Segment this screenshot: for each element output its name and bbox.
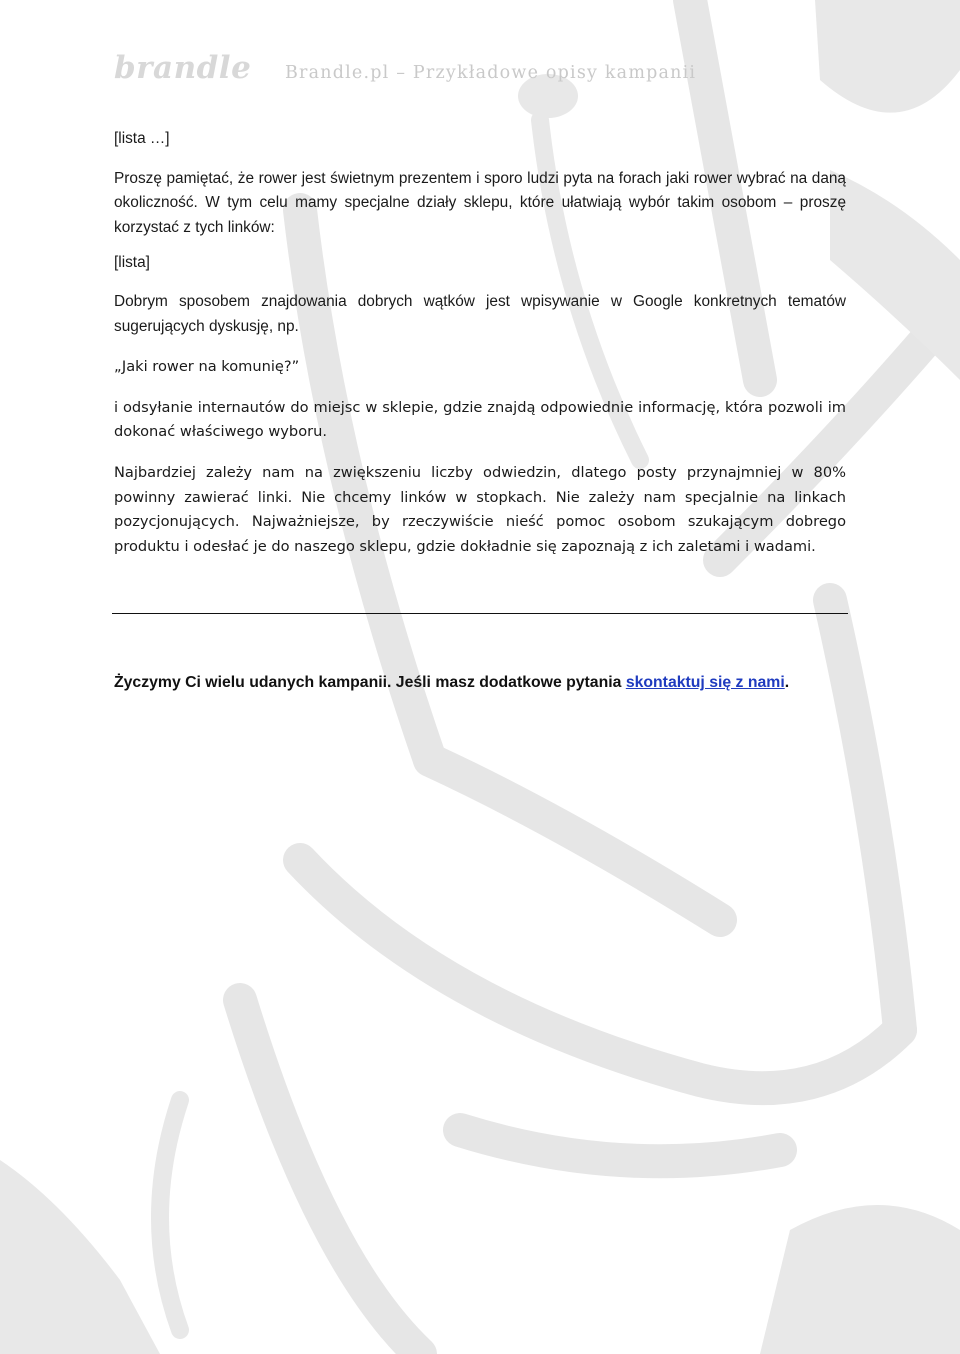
horizontal-divider — [112, 613, 848, 614]
example-query: „Jaki rower na komunię?” — [114, 358, 300, 376]
paragraph-gift-info: Proszę pamiętać, że rower jest świetnym prezentem i sporo ludzi pyta na forach jaki rower wybrać na daną okoliczność. W tym celu mamy specjalne działy sklepu, które ułatwiają wybór takim osobom – proszę korzystać z tych linków: — [114, 169, 846, 236]
paragraph-list-placeholder-1: [lista …] — [114, 130, 170, 147]
closing-line — [114, 674, 789, 692]
closing-text: Życzymy Ci wielu udanych kampanii. Jeśli masz dodatkowe pytania — [114, 674, 626, 691]
contact-link[interactable]: skontaktuj się z nami — [625, 674, 785, 691]
paragraph-google-tip: Dobrym sposobem znajdowania dobrych wątków jest wpisywanie w Google konkretnych tematów sugerujących dyskusję, np. — [114, 292, 846, 335]
page-header-title: Brandle.pl – Przykładowe opisy kampanii — [285, 63, 697, 83]
paragraph-redirect-users: i odsyłanie internautów do miejsc w sklepie, gdzie znajdą odpowiednie informację, która pozwoli im dokonać właściwego wyboru. — [114, 398, 846, 441]
paragraph-list-placeholder-2: [lista] — [114, 254, 150, 272]
closing-period: . — [784, 674, 790, 691]
paragraph-priorities: Najbardziej zależy nam na zwiększeniu liczby odwiedzin, dlatego posty przynajmniej w 80% powinny zawierać linki. Nie chcemy linków w stopkach. Nie zależy nam specjalnie na linkach pozycjonujących. Najważniejsze, by rzeczywiście nieść pomoc osobom szukającym dobrego produktu i odesłać je do naszego sklepu, gdzie dokładnie się zapoznają z ich zaletami i wadami. — [114, 463, 846, 555]
document-body — [114, 127, 846, 559]
brandle-logo: brandle — [114, 50, 252, 86]
